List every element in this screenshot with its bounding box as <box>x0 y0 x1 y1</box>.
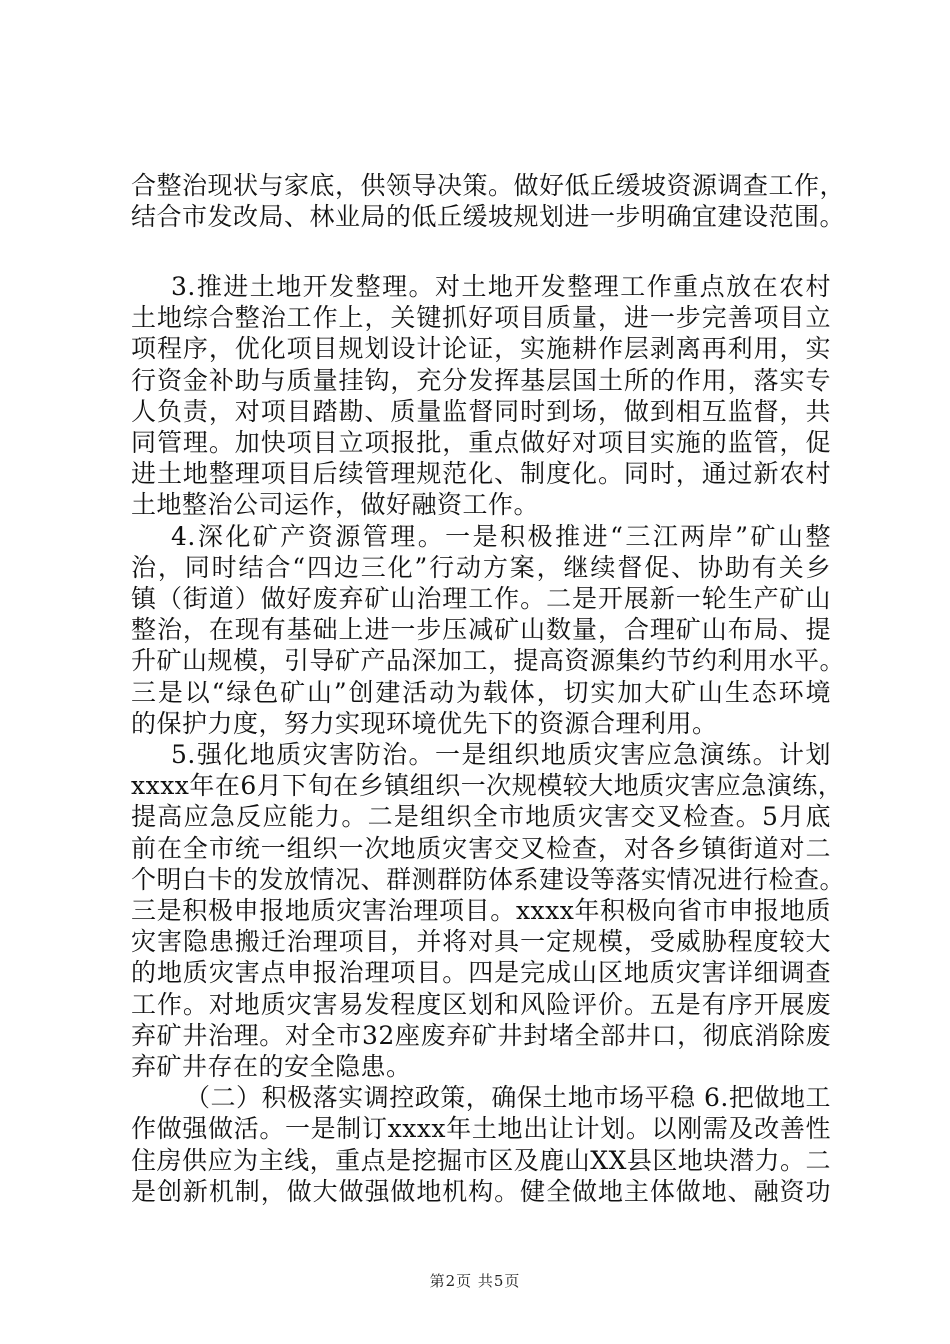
page-number-footer: 第2页 共5页 <box>429 1272 521 1290</box>
text-line: 镇（街道）做好废弃矿山治理工作。二是开展新一轮生产矿山 <box>131 584 831 614</box>
text-line: 的保护力度，努力实现环境优先下的资源合理利用。 <box>131 708 718 738</box>
text-line: 升矿山规模，引导矿产品深加工，提高资源集约节约利用水平。 <box>131 646 846 676</box>
text-line: 三是积极申报地质灾害治理项目。xxxx年积极向省市申报地质 <box>131 896 831 926</box>
text-line: 前在全市统一组织一次地质灾害交叉检查，对各乡镇街道对二 <box>131 833 831 863</box>
text-line: 的地质灾害点申报治理项目。四是完成山区地质灾害详细调查 <box>131 958 831 988</box>
text-line: xxxx年在6月下旬在乡镇组织一次规模较大地质灾害应急演练， <box>131 771 844 801</box>
text-line: 合整治现状与家底，供领导决策。做好低丘缓坡资源调查工作， <box>131 171 846 200</box>
text-line: 进土地整理项目后续管理规范化、制度化。同时，通过新农村 <box>131 459 831 489</box>
text-line: 灾害隐患搬迁治理项目，并将对具一定规模，受威胁程度较大 <box>131 927 831 957</box>
text-line: 结合市发改局、林业局的低丘缓坡规划进一步明确宜建设范围。 <box>131 202 846 232</box>
text-line: 提高应急反应能力。二是组织全市地质灾害交叉检查。5月底 <box>131 802 831 832</box>
text-line: 项程序，优化项目规划设计论证，实施耕作层剥离再利用，实 <box>131 334 831 364</box>
text-line: 弃矿井存在的安全隐患。 <box>131 1052 412 1082</box>
body-text <box>131 271 846 1207</box>
text-line: 作做强做活。一是制订xxxx年土地出让计划。以刚需及改善性 <box>131 1114 831 1144</box>
section-heading-line: （二）积极落实调控政策，确保土地市场平稳 6.把做地工 <box>185 1083 831 1113</box>
text-line: 治，同时结合“四边三化”行动方案，继续督促、协助有关乡 <box>131 552 831 582</box>
paragraph-5-start: 5.强化地质灾害防治。一是组织地质灾害应急演练。计划 <box>171 740 831 770</box>
text-line: 住房供应为主线，重点是挖掘市区及鹿山XX县区地块潜力。二 <box>131 1145 831 1175</box>
text-line: 整治，在现有基础上进一步压减矿山数量，合理矿山布局、提 <box>131 615 831 645</box>
text-line: 土地整治公司运作，做好融资工作。 <box>131 490 540 520</box>
paragraph-3-start: 3.推进土地开发整理。对土地开发整理工作重点放在农村 <box>171 272 831 301</box>
text-line: 三是以“绿色矿山”创建活动为载体，切实加大矿山生态环境 <box>131 677 831 707</box>
text-line: 同管理。加快项目立项报批，重点做好对项目实施的监管，促 <box>131 428 831 458</box>
text-line: 土地综合整治工作上，关键抓好项目质量，进一步完善项目立 <box>131 303 831 333</box>
text-line: 弃矿井治理。对全市32座废弃矿井封堵全部井口，彻底消除废 <box>131 1020 831 1050</box>
text-line: 个明白卡的发放情况、群测群防体系建设等落实情况进行检查。 <box>131 864 846 894</box>
text-line: 工作。对地质灾害易发程度区划和风险评价。五是有序开展废 <box>131 989 831 1019</box>
text-line: 行资金补助与质量挂钩，充分发挥基层国土所的作用，落实专 <box>131 365 831 395</box>
paragraph-4-start: 4.深化矿产资源管理。一是积极推进“三江两岸”矿山整 <box>171 521 831 551</box>
intro-paragraph <box>131 170 846 232</box>
text-line: 是创新机制，做大做强做地机构。健全做地主体做地、融资功 <box>131 1176 831 1206</box>
text-line: 人负责，对项目踏勘、质量监督同时到场，做到相互监督，共 <box>131 396 831 426</box>
